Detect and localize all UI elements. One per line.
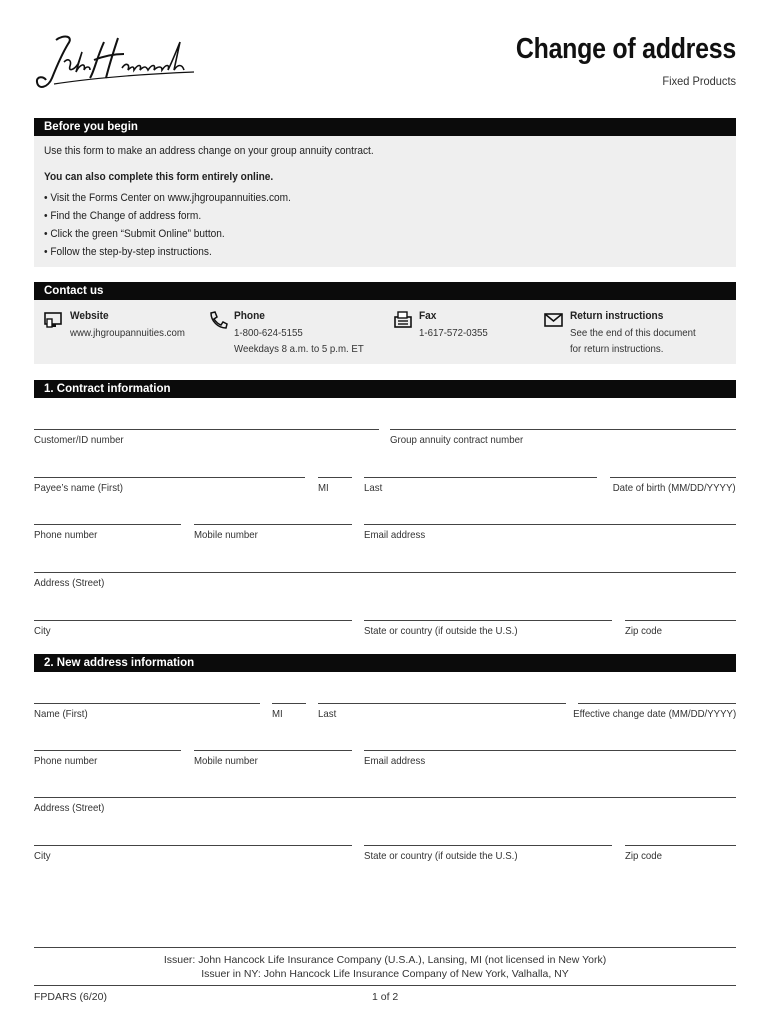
phone-label: Phone — [234, 310, 265, 322]
new-mobile-number-field[interactable] — [194, 750, 352, 772]
list-item: • Click the green “Submit Online” button. — [44, 225, 291, 243]
new-address-street-field[interactable] — [34, 797, 736, 819]
payee-mi-label: MI — [318, 482, 329, 494]
fax-icon — [393, 311, 413, 329]
new-city-label: City — [34, 850, 51, 862]
page-title: Change of address — [515, 33, 736, 65]
new-first-name-label: Name (First) — [34, 708, 88, 720]
fax-label: Fax — [419, 310, 437, 322]
fax-number: 1-617-572-0355 — [419, 327, 488, 339]
customer-id-label: Customer/ID number — [34, 434, 124, 446]
new-mi-label: MI — [272, 708, 283, 720]
payee-first-name-field[interactable] — [34, 477, 305, 499]
phone-number[interactable]: 1-800-624-5155 — [234, 327, 303, 339]
payee-last-name-label: Last — [364, 482, 383, 494]
new-phone-number-field[interactable] — [34, 750, 181, 772]
envelope-icon — [544, 311, 564, 329]
zip-code-label: Zip code — [625, 625, 663, 637]
list-item: • Visit the Forms Center on www.jhgroupannuities.com. — [44, 189, 291, 207]
new-email-address-label: Email address — [364, 755, 426, 767]
issuer-line-1: Issuer: John Hancock Life Insurance Company (U.S.A.), Lansing, MI (not licensed in New York) — [163, 954, 607, 966]
new-phone-number-label: Phone number — [34, 755, 98, 767]
new-last-name-field[interactable] — [318, 703, 566, 725]
return-label: Return instructions — [570, 310, 664, 322]
new-mi-field[interactable] — [272, 703, 306, 725]
website-label: Website — [70, 310, 109, 322]
return-line1: See the end of this document — [570, 327, 696, 339]
new-state-label: State or country (if outside the U.S.) — [364, 850, 518, 862]
email-address-field[interactable] — [364, 524, 736, 546]
zip-code-field[interactable] — [625, 620, 736, 642]
new-last-name-label: Last — [318, 708, 337, 720]
before-you-begin-heading: Before you begin — [34, 118, 736, 136]
form-code: FPDARS (6/20) — [34, 991, 107, 1003]
footer-divider — [34, 947, 736, 948]
new-state-field[interactable] — [364, 845, 612, 867]
address-street-label: Address (Street) — [34, 577, 105, 589]
online-heading: You can also complete this form entirely online. — [44, 171, 274, 183]
mobile-number-field[interactable] — [194, 524, 352, 546]
new-zip-code-label: Zip code — [625, 850, 663, 862]
computer-icon — [44, 311, 64, 329]
mobile-number-label: Mobile number — [194, 529, 258, 541]
page-number: 1 of 2 — [372, 991, 399, 1003]
group-contract-field[interactable] — [390, 429, 736, 451]
new-email-address-field[interactable] — [364, 750, 736, 772]
john-hancock-logo — [34, 32, 199, 92]
new-address-street-label: Address (Street) — [34, 802, 105, 814]
payee-last-name-field[interactable] — [364, 477, 597, 499]
new-first-name-field[interactable] — [34, 703, 260, 725]
website-url[interactable]: www.jhgroupannuities.com — [70, 327, 185, 339]
payee-mi-field[interactable] — [318, 477, 352, 499]
address-street-field[interactable] — [34, 572, 736, 594]
effective-date-label: Effective change date (MM/DD/YYYY) — [572, 708, 736, 720]
city-field[interactable] — [34, 620, 352, 642]
phone-hours: Weekdays 8 a.m. to 5 p.m. ET — [234, 343, 364, 355]
page-subtitle: Fixed Products — [662, 74, 736, 88]
contact-us-heading: Contact us — [34, 282, 736, 300]
customer-id-field[interactable] — [34, 429, 379, 451]
section1-heading: 1. Contract information — [34, 380, 736, 398]
state-label: State or country (if outside the U.S.) — [364, 625, 518, 637]
phone-icon — [208, 311, 228, 329]
effective-date-field[interactable] — [572, 703, 736, 725]
phone-number-field[interactable] — [34, 524, 181, 546]
new-city-field[interactable] — [34, 845, 352, 867]
section2-heading: 2. New address information — [34, 654, 736, 672]
new-mobile-number-label: Mobile number — [194, 755, 258, 767]
intro-text: Use this form to make an address change on your group annuity contract. — [44, 145, 374, 157]
email-address-label: Email address — [364, 529, 426, 541]
issuer-line-2: Issuer in NY: John Hancock Life Insurance Company of New York, Valhalla, NY — [201, 968, 569, 980]
list-item: • Follow the step-by-step instructions. — [44, 243, 291, 261]
return-line2: for return instructions. — [570, 343, 664, 355]
state-field[interactable] — [364, 620, 612, 642]
list-item: • Find the Change of address form. — [44, 207, 291, 225]
phone-number-label: Phone number — [34, 529, 98, 541]
payee-dob-label: Date of birth (MM/DD/YYYY) — [613, 482, 736, 494]
online-steps-list — [44, 189, 291, 261]
group-contract-label: Group annuity contract number — [390, 434, 524, 446]
new-zip-code-field[interactable] — [625, 845, 736, 867]
payee-dob-field[interactable] — [610, 477, 736, 499]
payee-first-name-label: Payee’s name (First) — [34, 482, 123, 494]
footer-divider-bottom — [34, 985, 736, 986]
city-label: City — [34, 625, 51, 637]
